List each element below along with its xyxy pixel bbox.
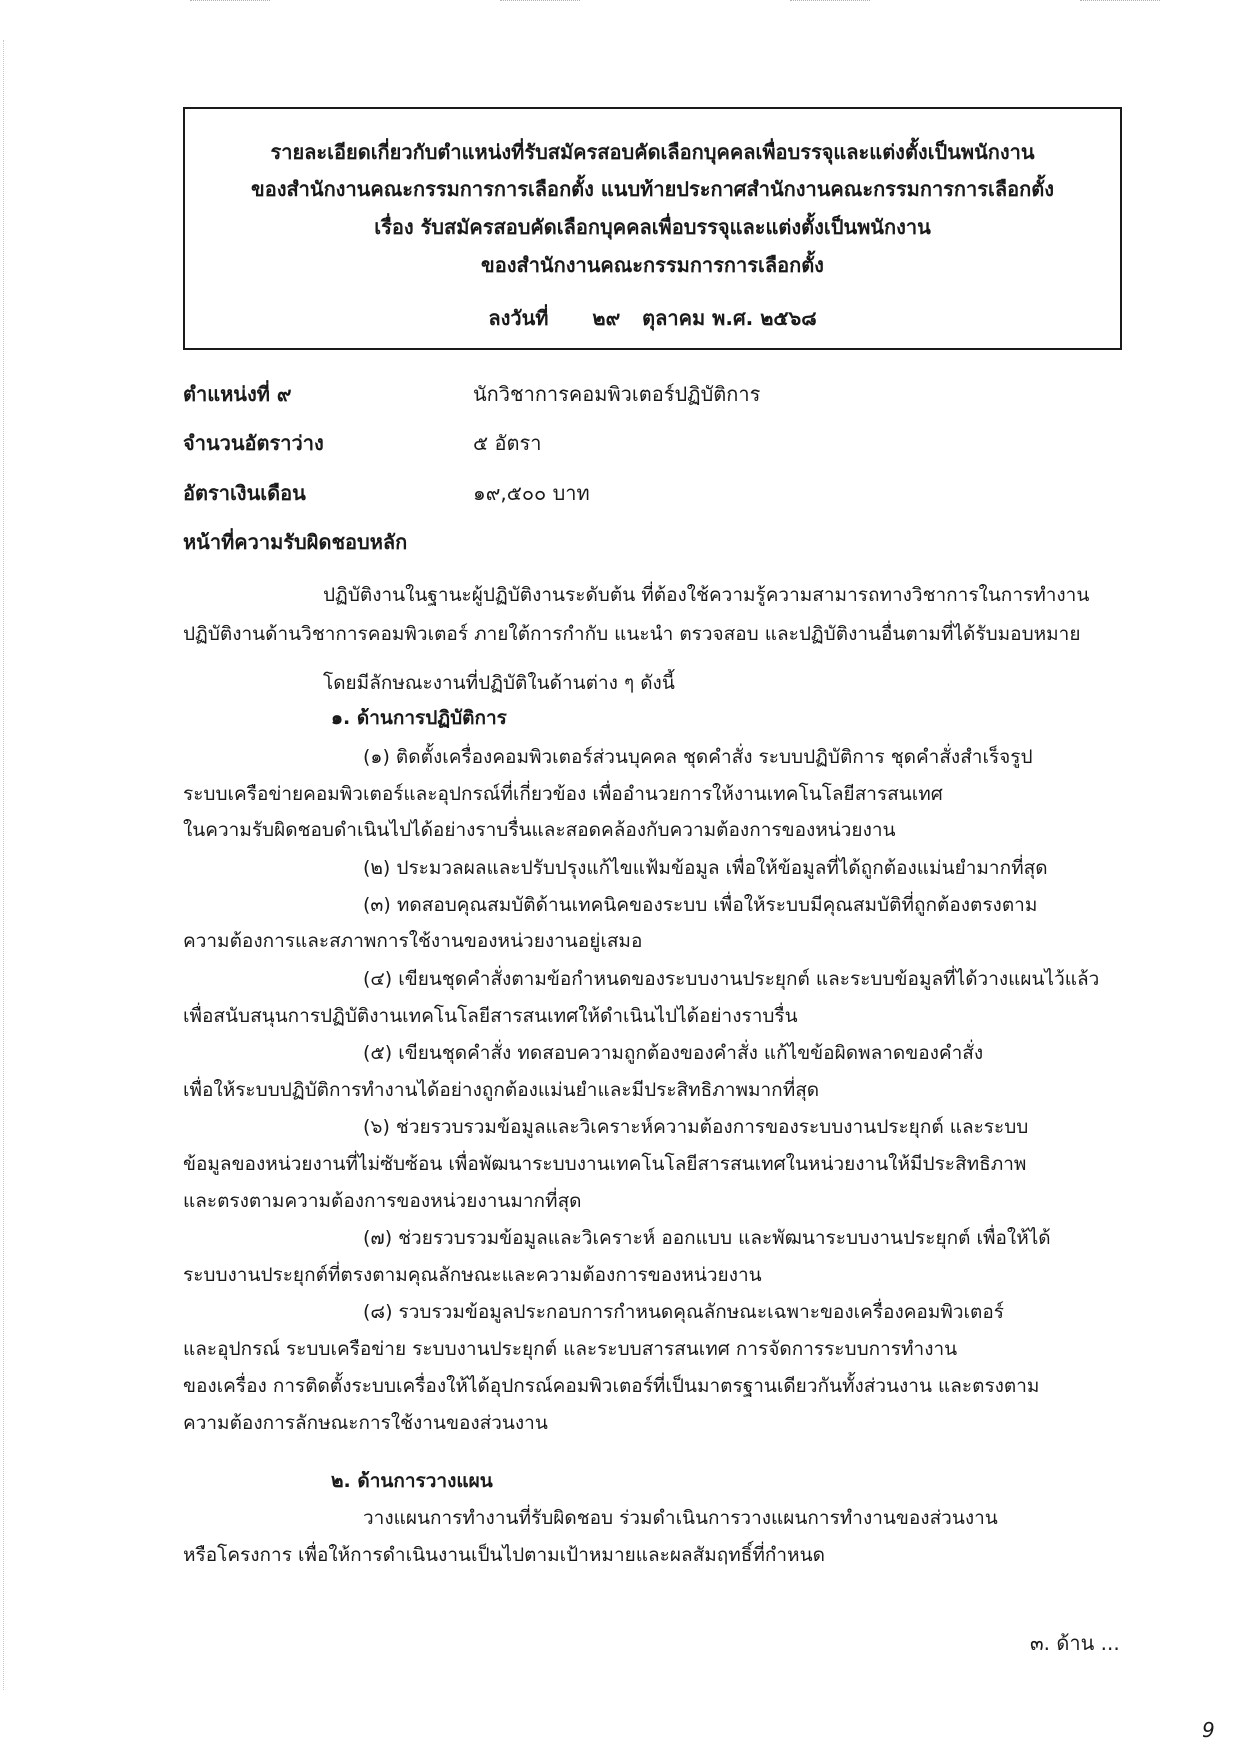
scan-artifact (790, 0, 870, 7)
scan-artifact (1080, 0, 1160, 7)
item-6-line-1: (๖) ช่วยรวบรวมข้อมูลและวิเคราะห์ความต้องการของระบบงานประยุกต์ และระบบ (363, 1116, 1029, 1138)
item-8-line-1: (๘) รวบรวมข้อมูลประกอบการกำหนดคุณลักษณะเฉพาะของเครื่องคอมพิวเตอร์ (363, 1301, 1005, 1323)
date-month-year: ตุลาคม พ.ศ. ๒๕๖๘ (642, 306, 817, 330)
page-number: 9 (1202, 1718, 1215, 1742)
item-1-line-3: ในความรับผิดชอบดำเนินไปได้อย่างราบรื่นและสอดคล้องกับความต้องการของหน่วยงาน (183, 819, 896, 841)
item-4-line-2: เพื่อสนับสนุนการปฏิบัติงานเทคโนโลยีสารสนเทศให้ดำเนินไปได้อย่างราบรื่น (183, 1005, 798, 1027)
item-6-line-2: ข้อมูลของหน่วยงานที่ไม่ซับซ้อน เพื่อพัฒนาระบบงานเทคโนโลยีสารสนเทศในหน่วยงานให้มีประสิทธิภาพ (183, 1153, 1027, 1175)
continuation-marker: ๓. ด้าน ... (1030, 1631, 1120, 1655)
intro-line-3: โดยมีลักษณะงานที่ปฏิบัติในด้านต่าง ๆ ดังนี้ (323, 672, 675, 694)
item-3-line-2: ความต้องการและสภาพการใช้งานของหน่วยงานอยู่เสมอ (183, 930, 643, 952)
date-day: ๒๙ (592, 306, 621, 330)
item-7-line-1: (๗) ช่วยรวบรวมข้อมูลและวิเคราะห์ ออกแบบ และพัฒนาระบบงานประยุกต์ เพื่อให้ได้ (363, 1227, 1051, 1249)
item-7-line-2: ระบบงานประยุกต์ที่ตรงตามคุณลักษณะและความต้องการของหน่วยงาน (183, 1264, 762, 1286)
item-1-line-2: ระบบเครือข่ายคอมพิวเตอร์และอุปกรณ์ที่เกี่ยวข้อง เพื่ออำนวยการให้งานเทคโนโลยีสารสนเทศ (183, 783, 943, 805)
duties-heading: หน้าที่ความรับผิดชอบหลัก (183, 530, 408, 554)
section-2-line-1: วางแผนการทำงานที่รับผิดชอบ ร่วมดำเนินการวางแผนการทำงานของส่วนงาน (363, 1507, 998, 1529)
section-2-title: ๒. ด้านการวางแผน (331, 1470, 493, 1492)
item-6-line-3: และตรงตามความต้องการของหน่วยงานมากที่สุด (183, 1190, 582, 1212)
salary-value: ๑๙,๕๐๐ บาท (473, 481, 590, 505)
header-line-3: เรื่อง รับสมัครสอบคัดเลือกบุคคลเพื่อบรรจุและแต่งตั้งเป็นพนักงาน (374, 215, 931, 239)
header-date (185, 302, 1120, 334)
item-2-line-1: (๒) ประมวลผลและปรับปรุงแก้ไขแฟ้มข้อมูล เพื่อให้ข้อมูลที่ได้ถูกต้องแม่นยำมากที่สุด (363, 857, 1048, 879)
scan-edge-artifact (3, 40, 6, 1690)
header-box (183, 107, 1122, 350)
header-line-1: รายละเอียดเกี่ยวกับตำแหน่งที่รับสมัครสอบคัดเลือกบุคคลเพื่อบรรจุและแต่งตั้งเป็นพนักงาน (270, 140, 1035, 164)
header-line-2: ของสำนักงานคณะกรรมการการเลือกตั้ง แนบท้ายประกาศสำนักงานคณะกรรมการการเลือกตั้ง (251, 177, 1054, 201)
item-1-line-1: (๑) ติดตั้งเครื่องคอมพิวเตอร์ส่วนบุคคล ชุดคำสั่ง ระบบปฏิบัติการ ชุดคำสั่งสำเร็จรูป (363, 746, 1033, 768)
item-8-line-4: ความต้องการลักษณะการใช้งานของส่วนงาน (183, 1412, 548, 1434)
date-label: ลงวันที่ (488, 306, 549, 330)
section-2-line-2: หรือโครงการ เพื่อให้การดำเนินงานเป็นไปตามเป้าหมายและผลสัมฤทธิ์ที่กำหนด (183, 1544, 825, 1566)
item-5-line-2: เพื่อให้ระบบปฏิบัติการทำงานได้อย่างถูกต้องแม่นยำและมีประสิทธิภาพมากที่สุด (183, 1079, 820, 1101)
intro-line-2: ปฏิบัติงานด้านวิชาการคอมพิวเตอร์ ภายใต้การกำกับ แนะนำ ตรวจสอบ และปฏิบัติงานอื่นตามที่ได้รับมอบหมาย (183, 623, 1081, 645)
position-value: นักวิชาการคอมพิวเตอร์ปฏิบัติการ (473, 382, 761, 406)
intro-line-1: ปฏิบัติงานในฐานะผู้ปฏิบัติงานระดับต้น ที่ต้องใช้ความรู้ความสามารถทางวิชาการในการทำงาน (323, 584, 1090, 606)
section-1-title: ๑. ด้านการปฏิบัติการ (331, 707, 507, 729)
scan-artifact (190, 0, 270, 7)
header-line-4: ของสำนักงานคณะกรรมการการเลือกตั้ง (481, 253, 824, 277)
position-label: ตำแหน่งที่ ๙ (183, 382, 292, 406)
item-8-line-3: ของเครื่อง การติดตั้งระบบเครื่องให้ได้อุปกรณ์คอมพิวเตอร์ที่เป็นมาตรฐานเดียวกันทั้งส่วนงาน และตรงตาม (183, 1375, 1040, 1397)
vacancy-label: จำนวนอัตราว่าง (183, 431, 324, 455)
scan-artifact (500, 0, 580, 7)
vacancy-value: ๕ อัตรา (473, 431, 542, 455)
item-4-line-1: (๔) เขียนชุดคำสั่งตามข้อกำหนดของระบบงานประยุกต์ และระบบข้อมูลที่ได้วางแผนไว้แล้ว (363, 968, 1100, 990)
item-8-line-2: และอุปกรณ์ ระบบเครือข่าย ระบบงานประยุกต์ และระบบสารสนเทศ การจัดการระบบการทำงาน (183, 1338, 958, 1360)
item-5-line-1: (๕) เขียนชุดคำสั่ง ทดสอบความถูกต้องของคำสั่ง แก้ไขข้อผิดพลาดของคำสั่ง (363, 1042, 984, 1064)
salary-label: อัตราเงินเดือน (183, 481, 306, 505)
item-3-line-1: (๓) ทดสอบคุณสมบัติด้านเทคนิคของระบบ เพื่อให้ระบบมีคุณสมบัติที่ถูกต้องตรงตาม (363, 894, 1038, 916)
